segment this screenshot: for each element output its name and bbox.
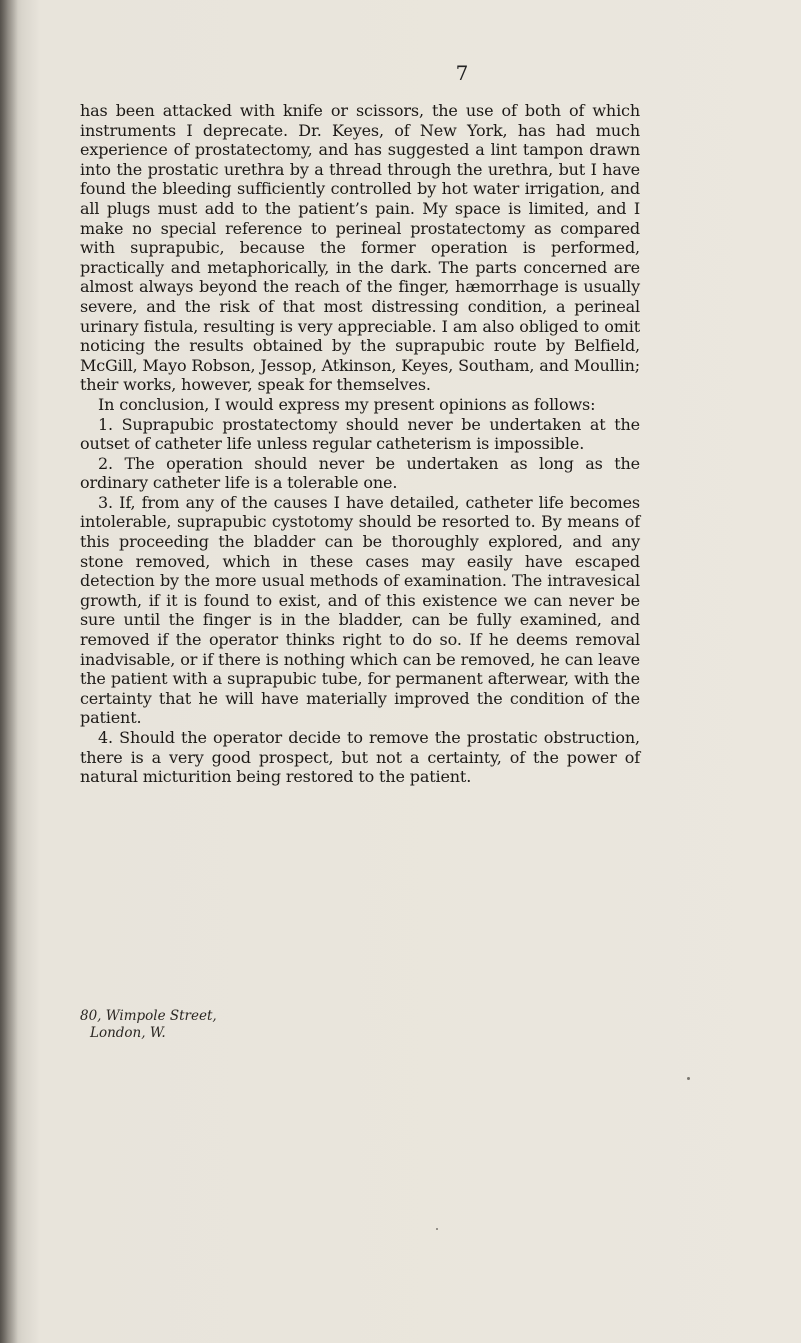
paper-speck — [436, 1228, 438, 1230]
paper-speck — [687, 1077, 690, 1080]
paragraph-opinion-1: 1. Suprapubic prostatectomy should never be undertaken at the outset of catheter life unless regular catheterism is impossible. — [80, 414, 640, 454]
binding-shadow — [0, 0, 18, 1343]
paragraph-conclusion-intro: In conclusion, I would express my present opinions as follows: — [98, 394, 596, 414]
paragraph-opinion-4: 4. Should the operator decide to remove the prostatic obstruction, there is a very good prospect, but not a certainty, of the power of natural micturition being restored to the patient. — [80, 728, 640, 787]
page-number: 7 — [455, 61, 469, 85]
paragraph-opinion-3: 3. If, from any of the causes I have detailed, catheter life becomes intolerable, suprapubic cystotomy should be resorted to. By means of this proceeding the bladder can be thoroughly explored, and any stone removed, which in these cases may easily have escaped detection by the more usual methods of examination. The intravesical growth, if it is found to exist, and of this existence we can never be sure until the finger is in the bladder, can be fully examined, and removed if the operator thinks right to do so. If he deems removal inadvisable, or if there is nothing which can be removed, he can leave the patient with a suprapubic tube, for permanent afterwear, with the certainty that he will have materially improved the condition of the patient. — [80, 492, 640, 728]
address-line-street: 80, Wimpole Street, — [80, 1008, 217, 1024]
address-signature — [80, 1008, 300, 1042]
paragraph-opinion-2: 2. The operation should never be undertaken as long as the ordinary catheter life is a tolerable one. — [80, 453, 640, 493]
body-text — [80, 101, 640, 787]
address-line-city: London, W. — [90, 1025, 166, 1041]
paragraph-prostatectomy-methods: has been attacked with knife or scissors, the use of both of which instruments I deprecate. Dr. Keyes, of New York, has had much experience of prostatectomy, and has suggested a lint tampon drawn into the prostatic urethra by a thread through the urethra, but I have found the bleeding sufficiently controlled by hot water irrigation, and all plugs must add to the patient’s pain. My space is limited, and I make no special reference to perineal prostatectomy as compared with suprapubic, because the former operation is performed, practically and metaphorically, in the dark. The parts concerned are almost always beyond the reach of the finger, hæmorrhage is usually severe, and the risk of that most distressing condition, a perineal urinary fistula, resulting is very appreciable. I am also obliged to omit noticing the results obtained by the suprapubic route by Belfield, McGill, Mayo Robson, Jessop, Atkinson, Keyes, Southam, and Moullin; their works, however, speak for themselves. — [80, 101, 640, 395]
